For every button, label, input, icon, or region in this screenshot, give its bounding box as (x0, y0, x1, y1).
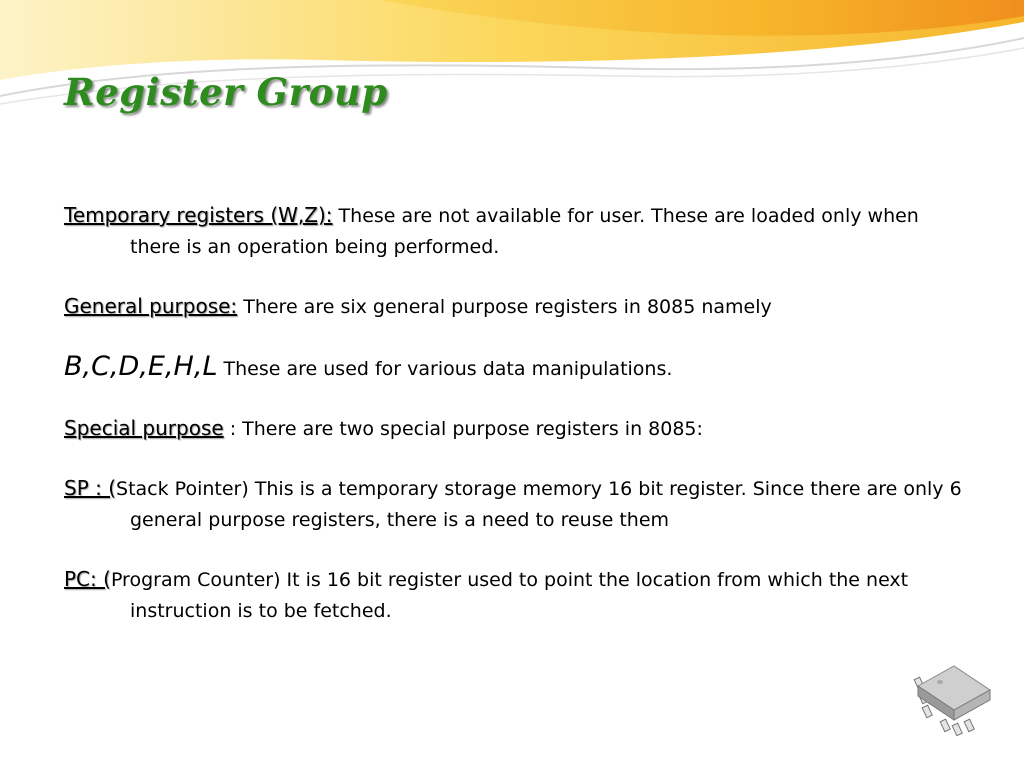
text-program-counter: Program Counter) It is 16 bit register used to point the location from which the next instruction is to be fetched. (110, 569, 909, 622)
text-temporary-registers: These are not available for user. These are loaded only when there is an operation being performed. (130, 205, 919, 258)
microchip-icon (910, 664, 994, 736)
paragraph-program-counter (64, 564, 964, 627)
slide-content (64, 200, 964, 655)
paragraph-register-list (64, 351, 964, 385)
slide-title: Register Group (64, 70, 388, 114)
heading-temporary-registers: Temporary registers (W,Z): (64, 203, 333, 227)
text-register-list: These are used for various data manipulations. (217, 358, 673, 380)
heading-special-purpose: Special purpose (64, 416, 224, 440)
text-special-purpose: : There are two special purpose registers in 8085: (223, 418, 703, 440)
paragraph-special-purpose (64, 413, 964, 445)
register-list: B,C,D,E,H,L (64, 351, 218, 382)
text-general-purpose: There are six general purpose registers in 8085 namely (237, 296, 772, 318)
heading-stack-pointer: SP : ( (64, 476, 117, 500)
heading-general-purpose: General purpose: (64, 294, 238, 318)
paragraph-general-purpose (64, 291, 964, 323)
paragraph-stack-pointer (64, 473, 964, 536)
paragraph-temporary-registers (64, 200, 964, 263)
heading-program-counter: PC: ( (64, 567, 111, 591)
text-stack-pointer: Stack Pointer) This is a temporary storage memory 16 bit register. Since there are only 6 general purpose registers, there is a need to reuse them (116, 478, 962, 531)
